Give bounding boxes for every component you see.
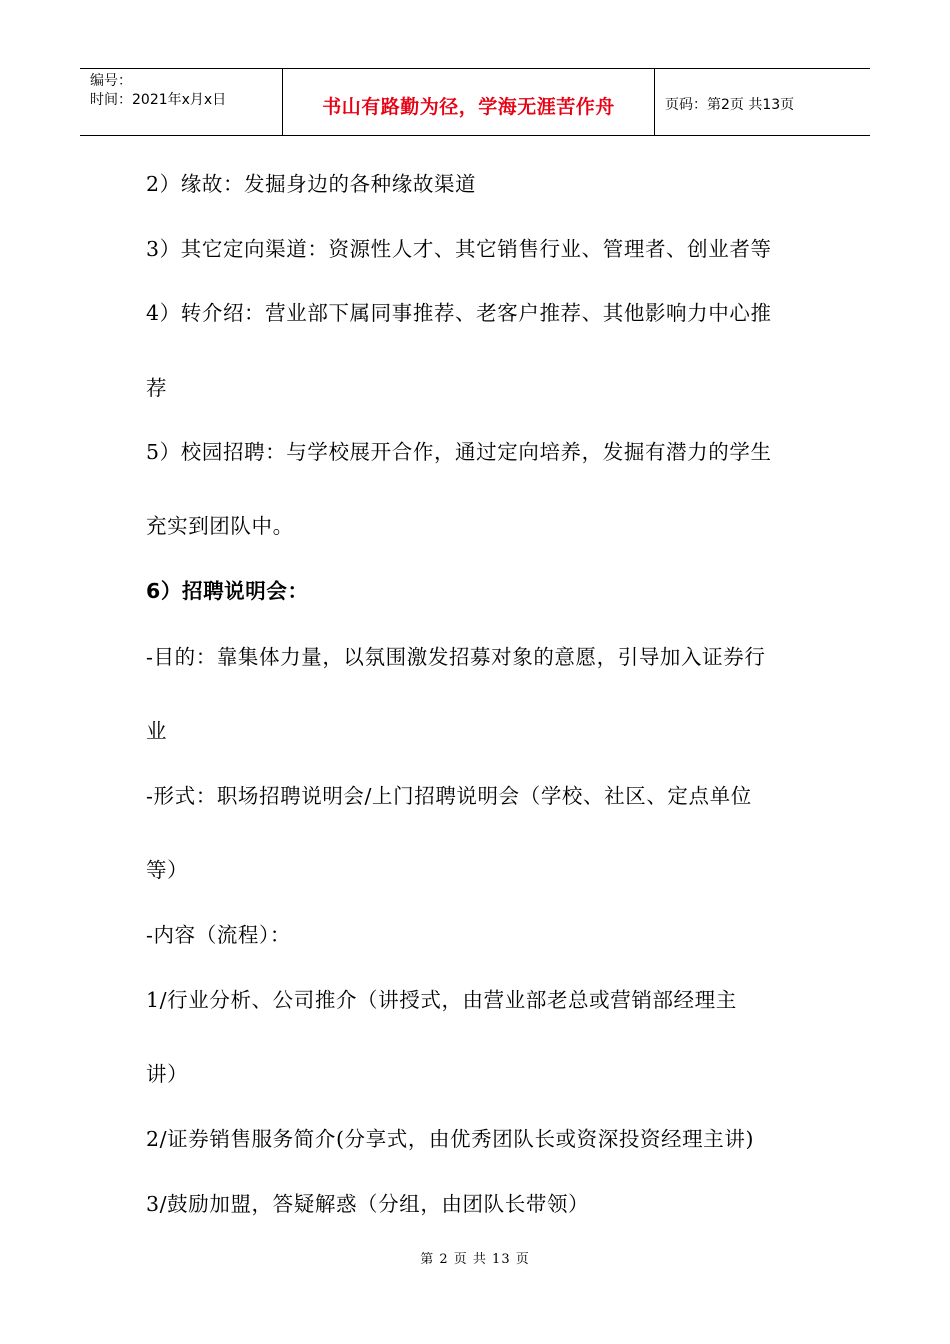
section-heading: 6）招聘说明会：	[146, 579, 309, 603]
header-motto-cell	[282, 69, 655, 135]
body-line: 等）	[146, 858, 189, 882]
body-line: 业	[146, 719, 168, 743]
page-header	[80, 68, 870, 136]
body-line: -形式：职场招聘说明会/上门招聘说明会（学校、社区、定点单位	[146, 784, 752, 808]
page-footer: 第 2 页 共 13 页	[420, 1252, 530, 1267]
body-line: 1/行业分析、公司推介（讲授式，由营业部老总或营销部经理主	[146, 988, 737, 1012]
body-line: 3/鼓励加盟，答疑解惑（分组，由团队长带领）	[146, 1192, 590, 1216]
body-line: 4）转介绍：营业部下属同事推荐、老客户推荐、其他影响力中心推	[146, 301, 772, 325]
header-page-info-cell	[655, 69, 870, 135]
body-line: 5）校园招聘：与学校展开合作，通过定向培养，发掘有潜力的学生	[146, 440, 772, 464]
body-line: 充实到团队中。	[146, 514, 294, 538]
header-page-info: 页码：第2页 共13页	[665, 97, 795, 113]
body-line: 荐	[146, 376, 168, 400]
document-number-label: 编号：	[90, 73, 132, 89]
body-line: -目的：靠集体力量，以氛围激发招募对象的意愿，引导加入证券行	[146, 645, 766, 669]
body-line: 2/证券销售服务简介(分享式，由优秀团队长或资深投资经理主讲)	[146, 1127, 755, 1151]
body-line: 2）缘故：发掘身边的各种缘故渠道	[146, 172, 477, 196]
body-line: 讲）	[146, 1062, 189, 1086]
header-motto: 书山有路勤为径，学海无涯苦作舟	[322, 95, 615, 118]
header-meta	[80, 69, 282, 135]
body-line: 3）其它定向渠道：资源性人才、其它销售行业、管理者、创业者等	[146, 237, 772, 261]
document-date: 时间：2021年x月x日	[90, 92, 227, 108]
body-line: -内容（流程）：	[146, 923, 291, 947]
